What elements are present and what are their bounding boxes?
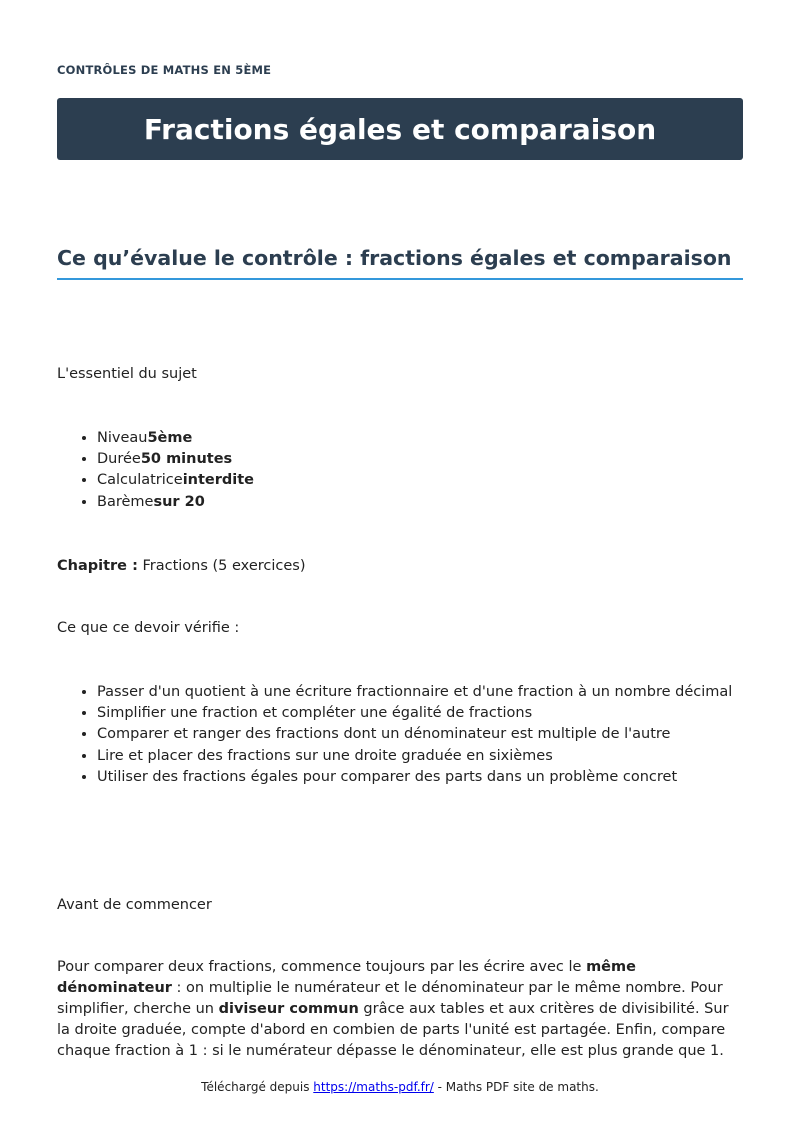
item-value: interdite xyxy=(182,472,255,489)
item-value: sur 20 xyxy=(153,493,205,510)
advice-text: grâce aux tables et aux critères de divisibilité. Sur la droite graduée, compte d'abord en combien de parts l'unité est partagée. Enfin, compare chaque fraction à 1 : si le numérateur dépasse le dénominateur, elle est plus grande que 1. xyxy=(57,1001,729,1059)
avant-heading: Avant de commencer xyxy=(57,897,212,913)
series-label: CONTRÔLES DE MATHS EN 5ÈME xyxy=(57,63,272,77)
advice-bold: diviseur commun xyxy=(218,1001,359,1017)
list-item: • Simplifier une fraction et compléter une égalité de fractions xyxy=(97,703,743,724)
title-banner xyxy=(57,98,743,160)
footer xyxy=(57,1080,743,1094)
verifie-heading: Ce que ce devoir vérifie : xyxy=(57,620,240,636)
item-value: 5ème xyxy=(147,430,193,446)
site-link[interactable]: https://maths-pdf.fr/ xyxy=(313,1080,434,1094)
item-label: Durée xyxy=(97,451,141,468)
advice-text: : on multiplie le numérateur et le dénominateur par le même nombre. Pour simplifier, cherche un xyxy=(57,980,723,1017)
list-item: • Utiliser des fractions égales pour comparer des parts dans un problème concret xyxy=(97,767,743,788)
advice-text: Pour comparer deux fractions, commence toujours par les écrire avec le xyxy=(57,959,587,975)
footer-suffix: - Maths PDF site de maths. xyxy=(433,1080,599,1094)
advice-bold: même dénominateur xyxy=(57,959,636,996)
essentiel-list xyxy=(57,428,743,513)
list-item xyxy=(97,470,743,491)
section-title: Ce qu’évalue le contrôle : fractions égales et comparaison xyxy=(57,246,743,280)
list-item: • Passer d'un quotient à une écriture fractionnaire et d'une fraction à un nombre décimal xyxy=(97,682,743,703)
advice-paragraph xyxy=(57,957,743,1062)
document-page xyxy=(57,0,743,1132)
list-item xyxy=(97,428,743,449)
list-item: • Lire et placer des fractions sur une droite graduée en sixièmes xyxy=(97,746,743,767)
chapitre-label: Chapitre : xyxy=(57,558,138,574)
item-label: Niveau xyxy=(97,430,148,446)
verifie-list xyxy=(57,682,743,788)
footer-prefix: Téléchargé depuis xyxy=(201,1080,314,1094)
list-item xyxy=(97,492,743,513)
chapitre-line xyxy=(57,556,743,577)
list-item xyxy=(97,449,743,470)
chapitre-value: Fractions (5 exercices) xyxy=(137,558,306,574)
item-value: 50 minutes xyxy=(140,451,233,468)
essentiel-heading: L'essentiel du sujet xyxy=(57,366,197,382)
list-item: • Comparer et ranger des fractions dont un dénominateur est multiple de l'autre xyxy=(97,724,743,745)
item-label: Barème xyxy=(97,493,154,510)
page-title: Fractions égales et comparaison xyxy=(143,112,657,146)
item-label: Calculatrice xyxy=(97,472,183,489)
